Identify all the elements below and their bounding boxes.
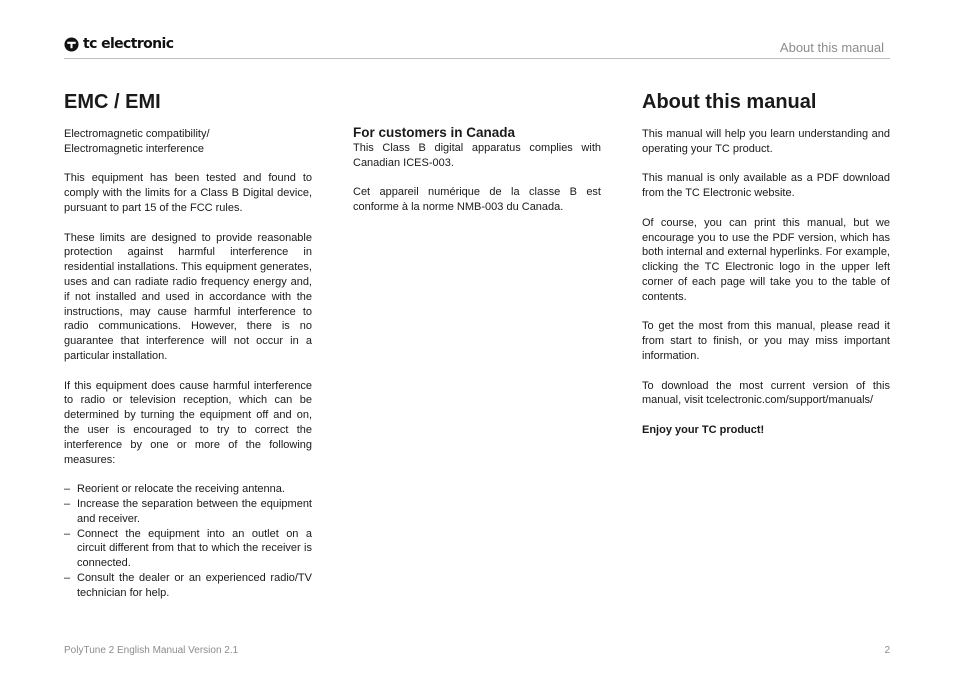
emc-heading: EMC / EMI [64, 91, 161, 113]
canada-heading: For customers in Canada [353, 125, 516, 140]
list-item: – Connect the equipment into an outlet on a circuit different from that to which the receiver is connected. [64, 527, 312, 571]
footer-manual-version: PolyTune 2 English Manual Version 2.1 [64, 645, 239, 656]
emc-column [64, 88, 312, 601]
about-column [642, 88, 890, 453]
canada-paragraph: This Class B digital apparatus complies with Canadian ICES-003. [353, 142, 601, 169]
emc-paragraph: Electromagnetic compatibility/ Electromagnetic interference [64, 128, 210, 155]
tc-logo-icon [64, 37, 79, 52]
closing-line: Enjoy your TC product! [642, 423, 765, 436]
section-title: About this manual [779, 40, 884, 55]
emc-paragraph: These limits are designed to provide reasonable protection against harmful interference in residential installations. This equipment generates, uses and can radiate radio frequency energy and, if not installed and used in accordance with the instructions, may cause harmful interference to radio communications. However, there is no guarantee that interference will not occur in a particular installation. [64, 231, 312, 362]
emc-paragraph: This equipment has been tested and found to comply with the limits for a Class B Digital device, pursuant to part 15 of the FCC rules. [64, 172, 312, 214]
about-paragraph: This manual is only available as a PDF download from the TC Electronic website. [642, 172, 890, 200]
list-item: – Increase the separation between the equipment and receiver. [64, 497, 312, 527]
about-paragraph: To download the most current version of this manual, visit tcelectronic.com/support/manuals/ [642, 379, 890, 407]
tc-electronic-logo[interactable] [64, 37, 173, 52]
footer-page-number: 2 [884, 645, 890, 656]
brand-name: tc electronic [83, 36, 174, 52]
header-divider [64, 58, 890, 59]
about-paragraph: This manual will help you learn understanding and operating your TC product. [642, 128, 890, 155]
about-heading: About this manual [642, 91, 817, 113]
measures-list [64, 482, 312, 600]
about-paragraph: To get the most from this manual, please read it from start to finish, or you may miss important information. [642, 320, 890, 362]
canada-column [353, 88, 601, 230]
canada-paragraph: Cet appareil numérique de la classe B est conforme à la norme NMB-003 du Canada. [353, 186, 601, 214]
list-item: – Consult the dealer or an experienced radio/TV technician for help. [64, 571, 312, 601]
about-paragraph: Of course, you can print this manual, but we encourage you to use the PDF version, which has both internal and external hyperlinks. For example, clicking the TC Electronic logo in the upper left corner of each page will take you to the table of contents. [642, 216, 890, 303]
list-item: – Reorient or relocate the receiving antenna. [64, 482, 312, 497]
emc-paragraph: If this equipment does cause harmful interference to radio or television reception, which can be determined by turning the equipment off and on, the user is encouraged to try to correct the interference by one or more of the following measures: [64, 379, 312, 466]
